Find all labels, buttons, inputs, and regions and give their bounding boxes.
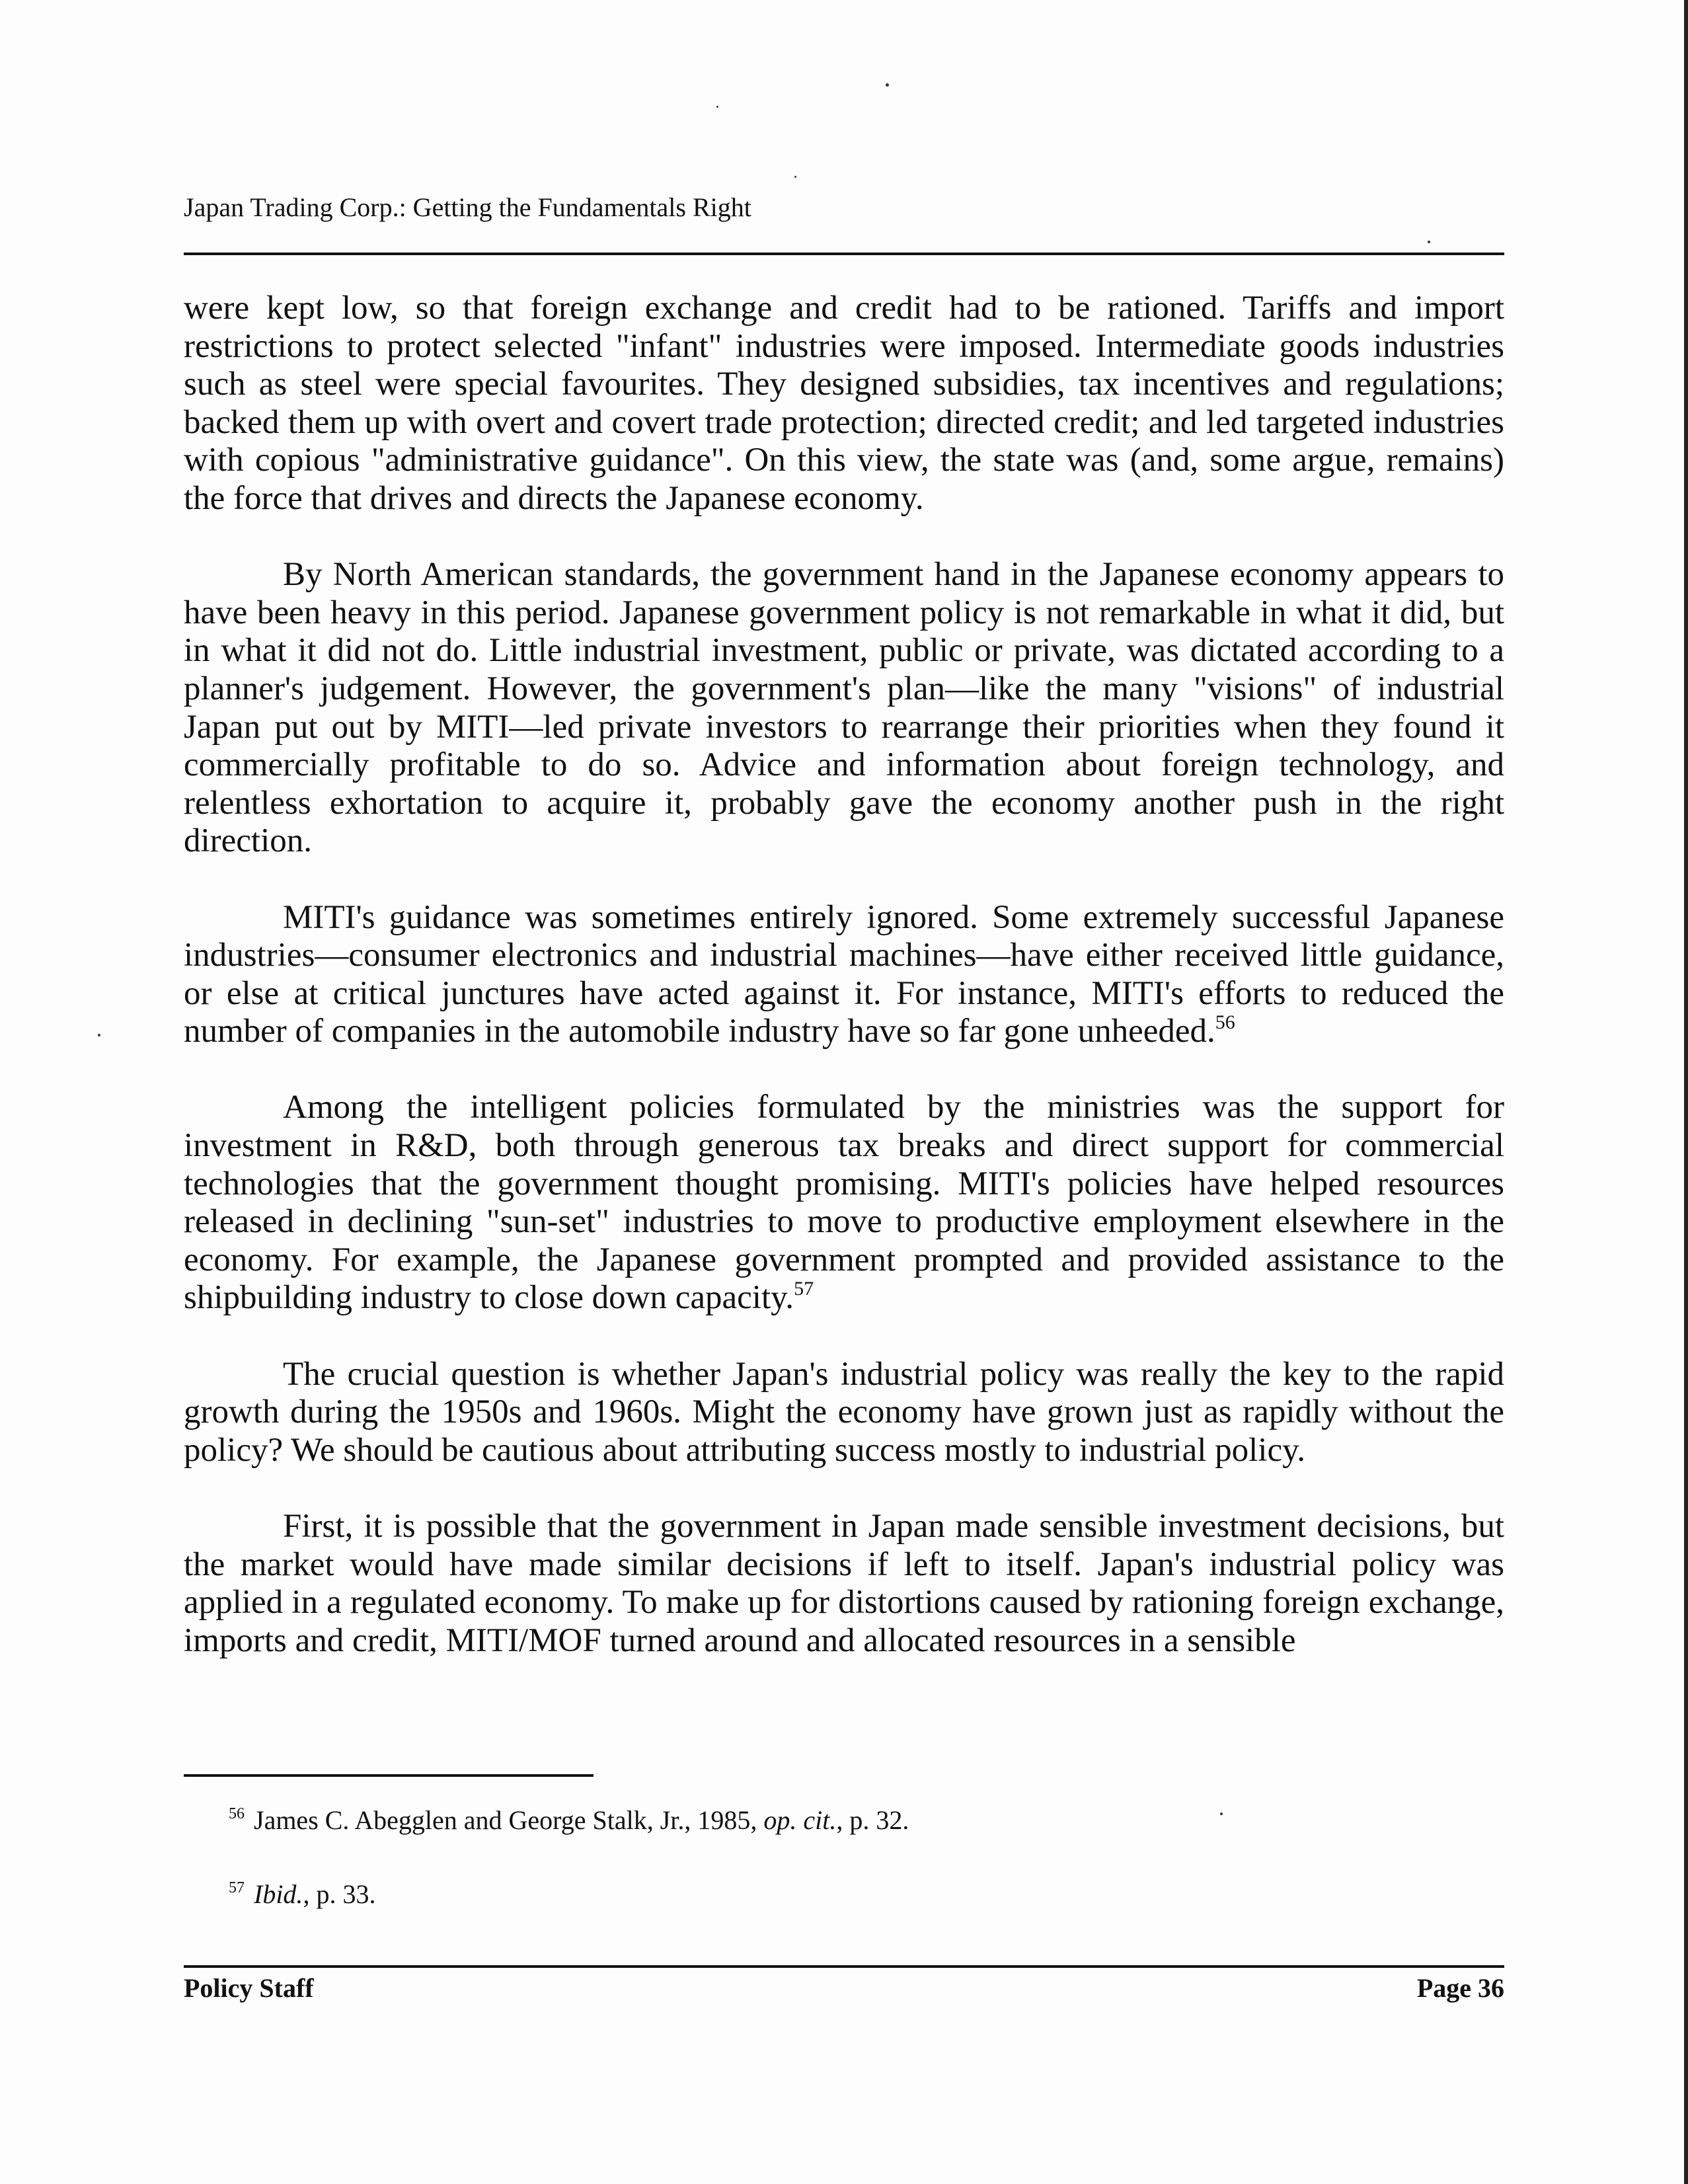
page-number: Page 36 [1416,1973,1504,2003]
paragraph: The crucial question is whether Japan's industrial policy was really the key to the rapid growth during the 1950s and 1960s. Might the economy have grown just as rapidly without the policy? We should be cautious about attributing success mostly to industrial policy. [184,1355,1504,1469]
footnote-number: 56 [229,1805,245,1822]
header-rule [184,253,1504,255]
paragraph-text: MITI's guidance was sometimes entirely ignored. Some extremely successful Japanese industries—consumer electronics and industrial machines—have either received little guidance, or else at critical junctures have acted against it. For instance, MITI's efforts to reduced the number of companies in the automobile industry have so far gone unheeded. [184,898,1504,1050]
scan-edge [1684,0,1688,2184]
footnote-text: James C. Abegglen and George Stalk, Jr., 1985, [254,1805,764,1835]
body-text [184,290,1504,1698]
paragraph [184,899,1504,1051]
footnote-number: 57 [229,1879,245,1896]
footnote [229,1879,375,1910]
paragraph: By North American standards, the government hand in the Japanese economy appears to have been heavy in this period. Japanese government policy is not remarkable in what it did, but in what it did not do. Little industrial investment, public or private, was dictated according to a planner's judgement. However, the government's plan—like the many "visions" of industrial Japan put out by MITI—led private investors to rearrange their priorities when they found it commercially profitable to do so. Advice and information about foreign technology, and relentless exhortation to acquire it, probably gave the economy another push in the right direction. [184,556,1504,860]
running-header: Japan Trading Corp.: Getting the Fundamentals Right [184,192,751,222]
footnote-ref: 56 [1215,1011,1235,1034]
footnote-italic: Ibid. [254,1879,303,1909]
paragraph: First, it is possible that the government in Japan made sensible investment decisions, but the market would have made similar decisions if left to itself. Japan's industrial policy was applied in a regulated economy. To make up for distortions caused by rationing foreign exchange, imports and credit, MITI/MOF turned around and allocated resources in a sensible [184,1508,1504,1659]
footnote-italic: op. cit. [763,1805,837,1835]
scan-speck [1220,1813,1223,1815]
scan-speck [716,106,718,108]
footnote-text: , p. 33. [303,1879,376,1909]
paragraph [184,1089,1504,1317]
scan-speck [98,1034,100,1036]
scan-speck [1428,241,1430,243]
paragraph-text: Among the intelligent policies formulated by the ministries was the support for investment in R&D, both through generous tax breaks and direct support for commercial technologies that the government thought promising. MITI's policies have helped resources released in declining "sun-set" industries to move to productive employment elsewhere in the economy. For example, the Japanese government prompted and provided assistance to the shipbuilding industry to close down capacity. [184,1089,1504,1317]
scan-speck [886,83,889,87]
footer-left: Policy Staff [184,1973,314,2003]
paragraph: were kept low, so that foreign exchange and credit had to be rationed. Tariffs and import restrictions to protect selected "infant" industries were imposed. Intermediate goods industries such as steel were special favourites. They designed subsidies, tax incentives and regulations; backed them up with overt and covert trade protection; directed credit; and led targeted industries with copious "administrative guidance". On this view, the state was (and, some argue, remains) the force that drives and directs the Japanese economy. [184,290,1504,517]
footnote-text: , p. 32. [836,1805,909,1835]
footer-rule [184,1965,1504,1968]
footnote [229,1805,909,1836]
footnote-rule [184,1774,594,1777]
scan-speck [794,176,796,178]
footnote-ref: 57 [794,1278,814,1300]
